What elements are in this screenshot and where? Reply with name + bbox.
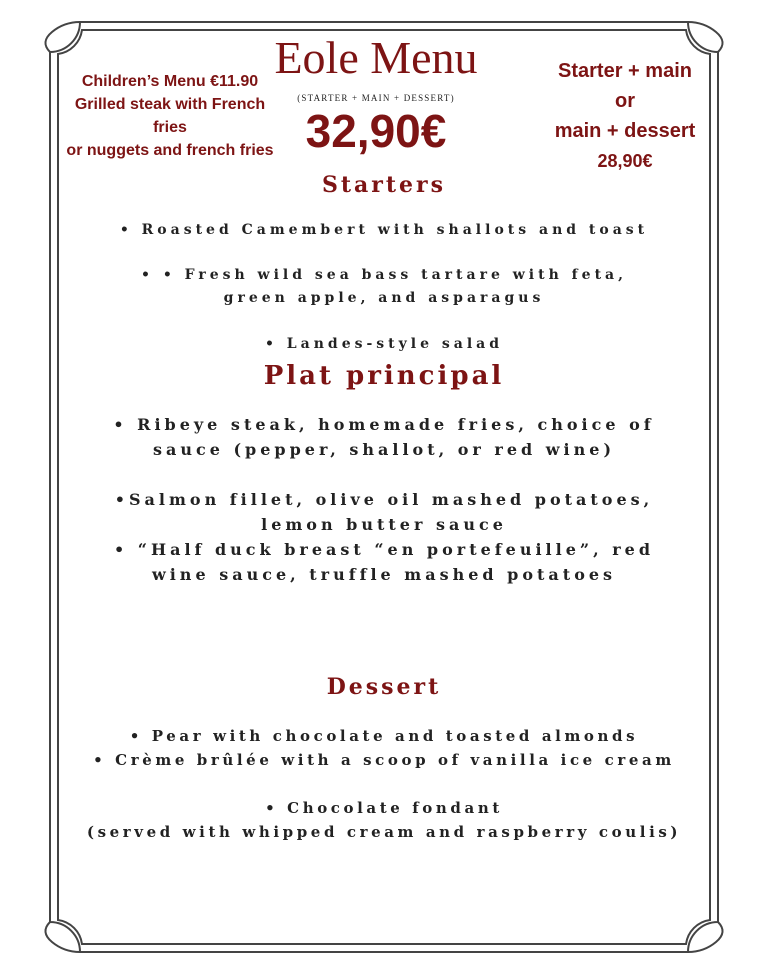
- dessert-item: (served with whipped cream and raspberry coulis): [86, 823, 682, 841]
- menu-subtitle: (STARTER + MAIN + DESSERT): [297, 93, 455, 103]
- formula-line: or: [615, 90, 635, 112]
- dessert-item: • Crème brûlée with a scoop of vanilla ice cream: [93, 751, 675, 769]
- children-menu-line: or nuggets and french fries: [66, 142, 274, 159]
- formula-block: [520, 56, 730, 176]
- formula-line: main + dessert: [554, 120, 696, 142]
- mains-heading: Plat principal: [263, 361, 505, 391]
- dessert-item: • Chocolate fondant: [265, 799, 503, 817]
- children-menu-line: fries: [153, 119, 187, 136]
- main-item: •Salmon fillet, olive oil mashed potatoes, lemon butter sauce: [114, 490, 654, 534]
- main-item: • “Half duck breast “en portefeuille”, red wine sauce, truffle mashed potatoes: [113, 540, 655, 584]
- children-menu-block: [50, 70, 290, 162]
- desserts-heading: Dessert: [326, 674, 442, 700]
- children-menu-line: Children’s Menu €11.90: [81, 73, 259, 90]
- starter-item: • • Fresh wild sea bass tartare with feta, green apple, and asparagus: [141, 267, 627, 306]
- starters-heading: Starters: [321, 172, 447, 198]
- formula-line: Starter + main: [558, 60, 692, 82]
- dessert-item: • Pear with chocolate and toasted almonds: [129, 727, 639, 745]
- starter-item: • Landes-style salad: [264, 336, 504, 352]
- starter-item: • Roasted Camembert with shallots and toast: [119, 222, 649, 238]
- main-item: • Ribeye steak, homemade fries, choice of sauce (pepper, shallot, or red wine): [113, 415, 655, 459]
- children-menu-line: Grilled steak with French: [74, 96, 266, 113]
- menu-title: Eole Menu: [274, 32, 478, 83]
- formula-price: 28,90€: [597, 151, 653, 171]
- menu-price: 32,90€: [305, 105, 447, 157]
